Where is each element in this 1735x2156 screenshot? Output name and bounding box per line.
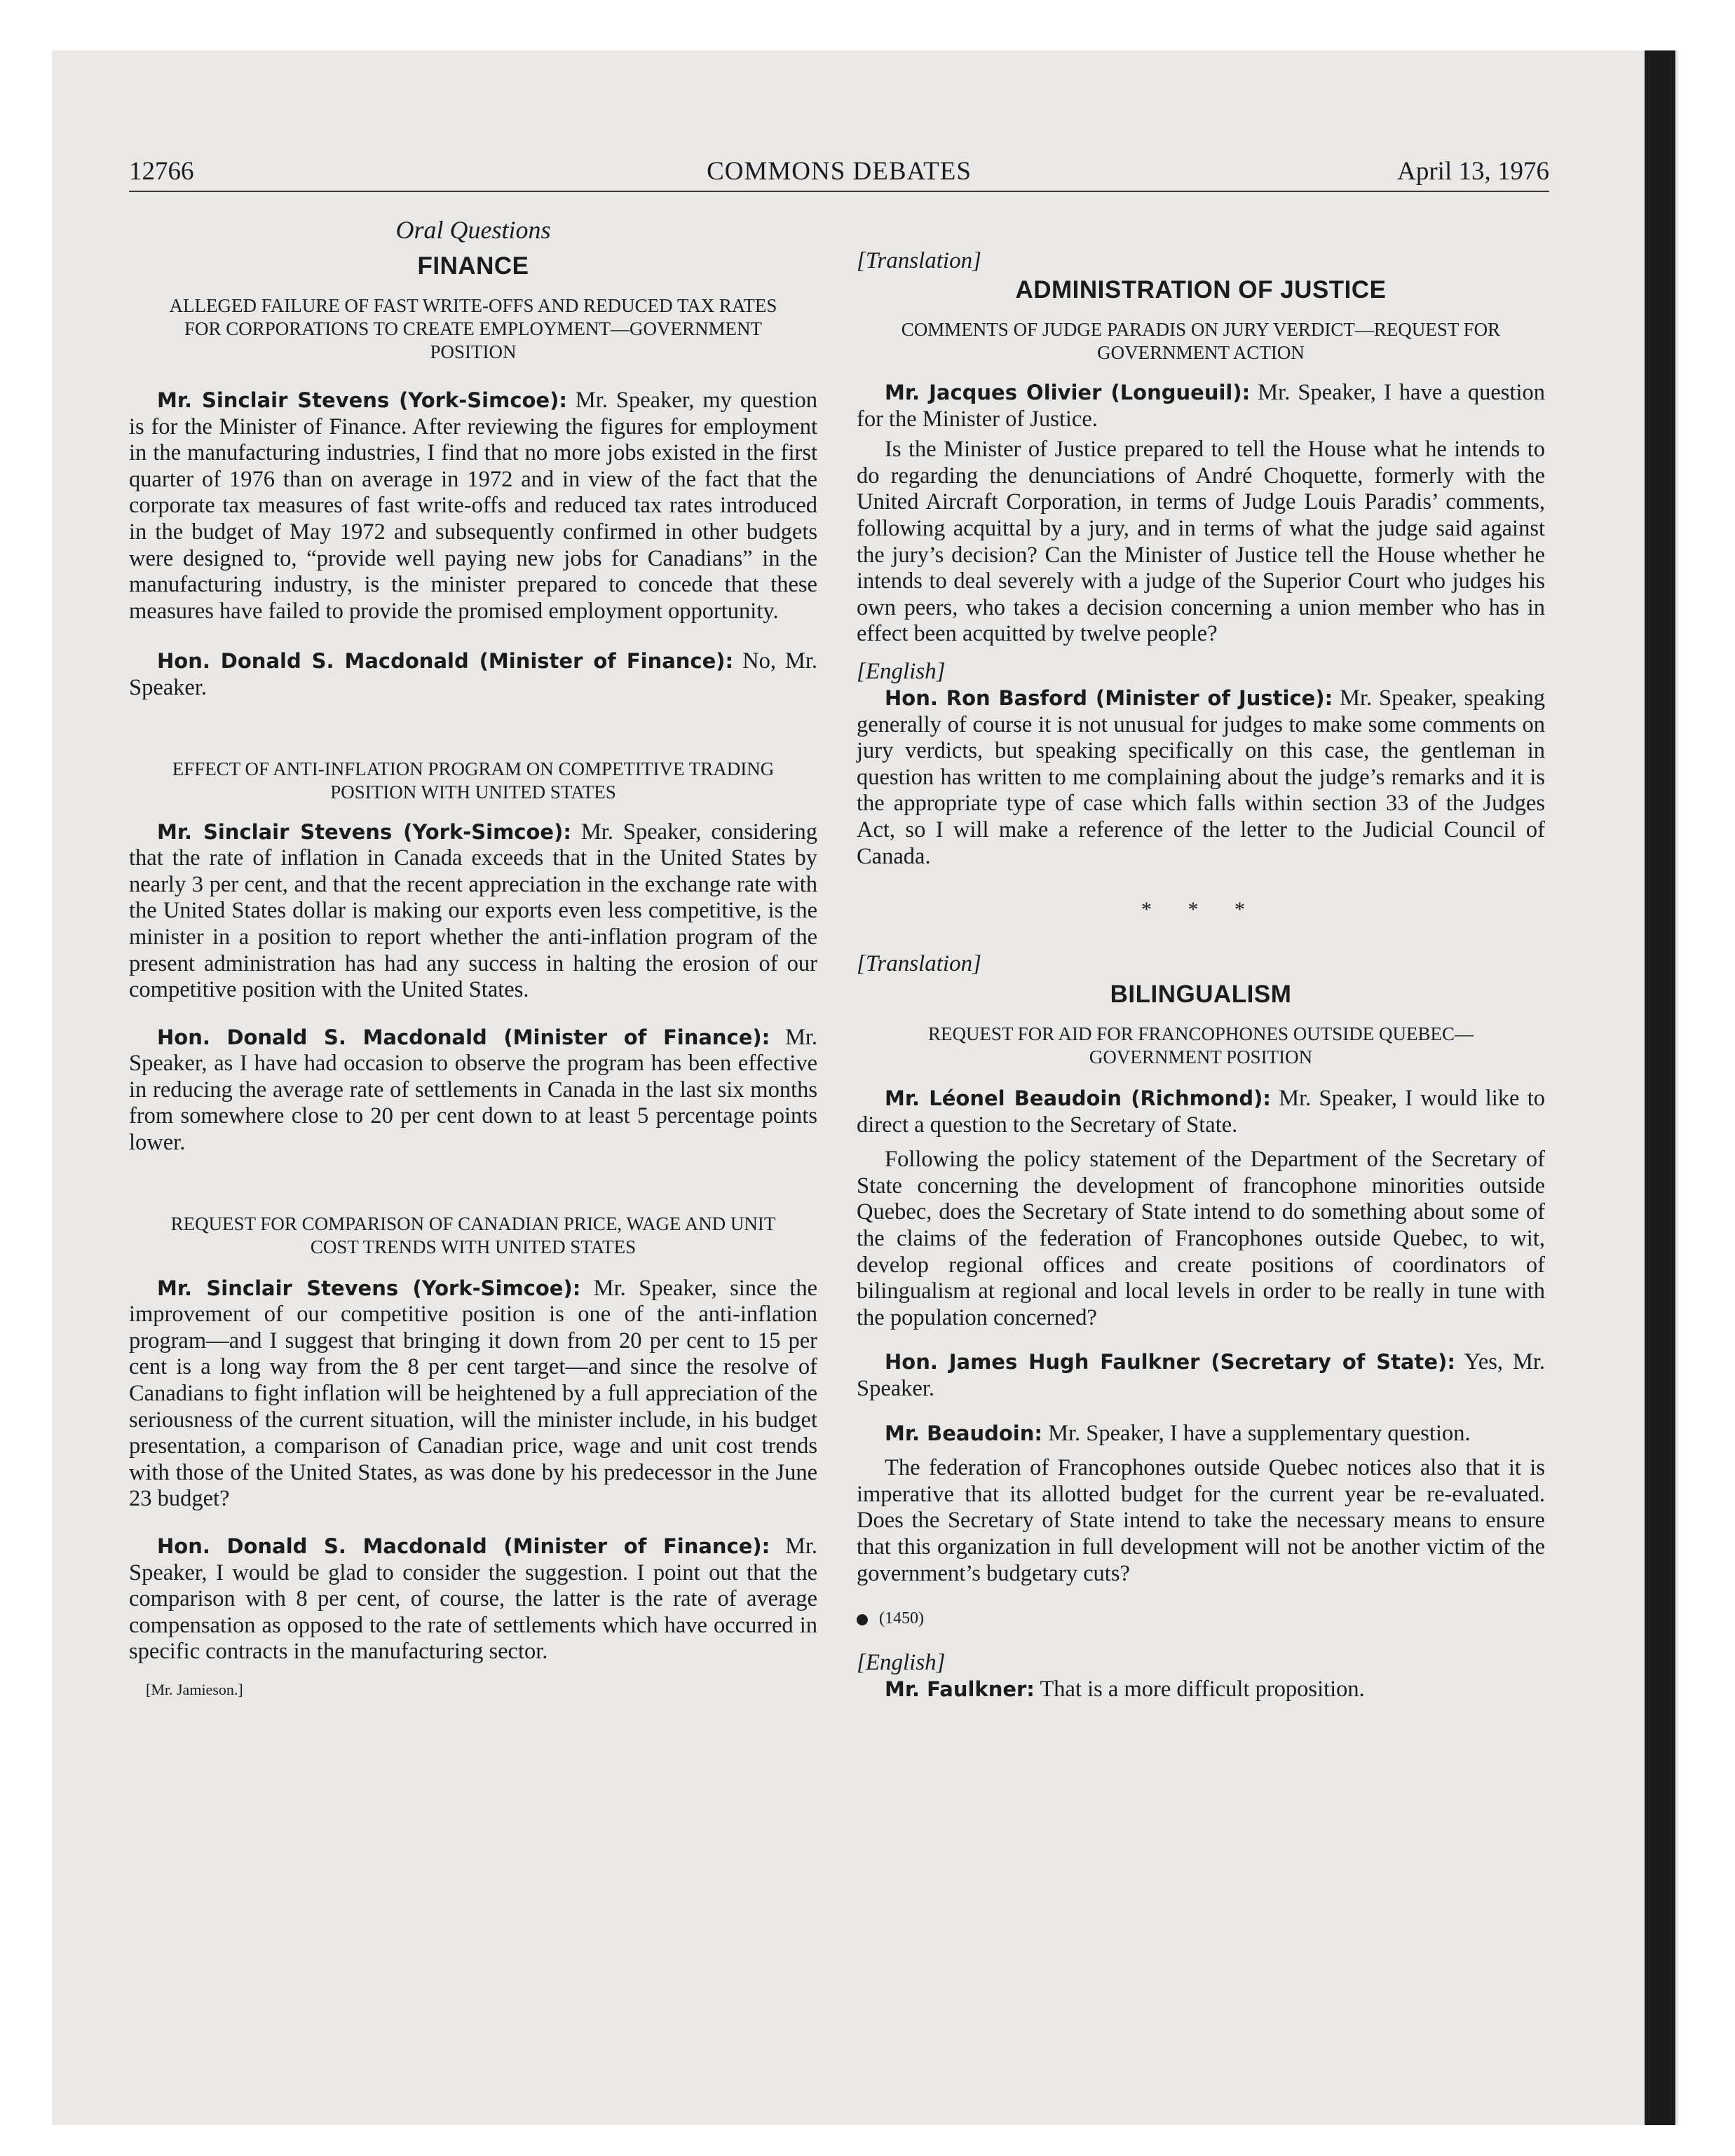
subheading: COMMENTS OF JUDGE PARADIS ON JURY VERDICT—REQUEST FOR GOVERNMENT ACTION <box>901 319 1501 363</box>
speaker-name: Hon. Donald S. Macdonald (Minister of Finance): <box>157 649 734 674</box>
paragraph: Following the policy statement of the Department of the Secretary of State concerning the development of francophone minorities outside Quebec, does the Secretary of State intend to do something about some of the claims of the federation of Francophones outside Quebec, to wit, develop regional offices and create positions of coordinators of bilingualism at regional and local levels in order to be really in tune with the population concerned? <box>857 1147 1545 1330</box>
speaker-name: Mr. Sinclair Stevens (York-Simcoe): <box>157 819 571 844</box>
speaker-name: Mr. Léonel Beaudoin (Richmond): <box>885 1086 1271 1111</box>
speaker-name: Hon. Donald S. Macdonald (Minister of Finance): <box>157 1025 770 1049</box>
paragraph-text: Mr. Speaker, I would be glad to consider the suggestion. I point out that the comparison with 8 per cent, of course, the latter is the rate of average compensation as opposed to the rate of settlements which have occurred in specific contracts in the manufacturing sector. <box>129 1534 817 1665</box>
subheading: REQUEST FOR AID FOR FRANCOPHONES OUTSIDE QUEBEC—GOVERNMENT POSITION <box>927 1023 1474 1068</box>
paragraph: Is the Minister of Justice prepared to tell the House what he intends to do regarding the denunciations of André Choquette, formerly with the United Aircraft Corporation, in terms of Judge Louis Paradis’ comments, following acquittal by a jury, and in terms of what the judge said against the jury’s decision? Can the Minister of Justice tell the House whether he intends to deal severely with a judge of the Superior Court who judges his own peers, who takes a decision concerning a union member who has in effect been acquitted by twelve people? <box>857 437 1545 647</box>
paragraph-text: Mr. Speaker, I have a question for the Minister of Justice. <box>857 380 1545 432</box>
paragraph <box>857 380 1545 432</box>
language-marker: [Translation] <box>857 951 981 977</box>
paragraph <box>857 1086 1545 1138</box>
section-label: Oral Questions <box>395 216 551 244</box>
language-marker: [English] <box>857 1650 946 1676</box>
paragraph <box>129 1276 817 1513</box>
speaker-name: Hon. Donald S. Macdonald (Minister of Finance): <box>157 1534 770 1558</box>
paragraph <box>857 1421 1545 1447</box>
bullet-icon <box>857 1614 868 1625</box>
paragraph <box>129 1025 817 1157</box>
language-marker: [Translation] <box>857 248 981 273</box>
speaker-name: Mr. Sinclair Stevens (York-Simcoe): <box>157 1276 581 1300</box>
speaker-name: Mr. Jacques Olivier (Longueuil): <box>885 381 1251 404</box>
language-marker: [English] <box>857 658 946 684</box>
section-heading-bilingualism: BILINGUALISM <box>1110 981 1292 1009</box>
footnote: [Mr. Jamieson.] <box>146 1680 243 1698</box>
publication-title: COMMONS DEBATES <box>707 157 972 186</box>
paragraph <box>129 1534 817 1665</box>
speaker-name: Hon. Ron Basford (Minister of Justice): <box>885 685 1333 710</box>
subheading: REQUEST FOR COMPARISON OF CANADIAN PRICE, WAGE AND UNIT COST TRENDS WITH UNITED STATES <box>170 1213 776 1257</box>
speaker-name: Mr. Beaudoin: <box>885 1421 1042 1445</box>
paragraph <box>129 388 817 625</box>
speaker-name: Hon. James Hugh Faulkner (Secretary of State): <box>885 1350 1455 1374</box>
left-column <box>129 210 817 1699</box>
paragraph-text: That is a more difficult proposition. <box>1034 1677 1365 1703</box>
paragraph-text: No, Mr. Speaker. <box>129 648 817 700</box>
subheading: ALLEGED FAILURE OF FAST WRITE-OFFS AND REDUCED TAX RATES FOR CORPORATIONS TO CREATE EMPLOYMENT—GOVERNMENT POSITION <box>169 295 777 362</box>
paragraph-text: Mr. Speaker, I would like to direct a question to the Secretary of State. <box>857 1086 1545 1138</box>
paragraph-text: Mr. Speaker, my question is for the Minister of Finance. After reviewing the figures for employment in the manufacturing industries, I find that no more jobs existed in the first quarter of 1976 than on average in 1972 and in view of the fact that the corporate tax measures of fast write-offs and reduced tax rates introduced in the budget of May 1972 and subsequently confirmed in other budgets were designed to, “provide well paying new jobs for Canadians” in the manufacturing industry, is the minister prepared to concede that these measures have failed to provide the promised employment opportunity. <box>129 388 817 624</box>
paragraph-text: Mr. Speaker, I have a supplementary question. <box>1042 1420 1471 1446</box>
timestamp <box>857 1608 1545 1629</box>
paragraph <box>129 648 817 701</box>
speaker-name: Mr. Faulkner: <box>885 1677 1035 1702</box>
paragraph-text: Mr. Speaker, considering that the rate of inflation in Canada exceeds that in the United States by nearly 3 per cent, and that the recent appreciation in the exchange rate with the United States dollar is making our exports even less competitive, is the minister in a position to report whether the anti-inflation program of the present administration has had any success in halting the erosion of our competitive position with the United States. <box>129 819 817 1003</box>
subheading: EFFECT OF ANTI-INFLATION PROGRAM ON COMPETITIVE TRADING POSITION WITH UNITED STATES <box>172 758 775 803</box>
paragraph: The federation of Francophones outside Quebec notices also that it is imperative that its allotted budget for the current year be re-evaluated. Does the Secretary of State intend to take the necessary means to ensure that this organization in full development will not be another victim of the government’s budgetary cuts? <box>857 1455 1545 1586</box>
right-column <box>857 210 1545 1703</box>
page-number: 12766 <box>129 157 194 186</box>
paragraph-text: Mr. Speaker, as I have had occasion to observe the program has been effective in reducing the average rate of settlements in Canada in the last six months from somewhere close to 20 per cent down to at least 5 percentage points lower. <box>129 1024 817 1156</box>
section-heading-justice: ADMINISTRATION OF JUSTICE <box>1015 276 1387 303</box>
speaker-name: Mr. Sinclair Stevens (York-Simcoe): <box>157 388 567 412</box>
paragraph-text: Mr. Speaker, speaking generally of course it is not unusual for judges to make some comments on jury verdicts, but speaking specifically on this case, the gentleman in question has written to me complaining about the judge’s remarks and it is the appropriate type of case which falls within section 33 of the Judges Act, so I will make a reference of the letter to the Judicial Council of Canada. <box>857 685 1545 869</box>
paragraph-text: Yes, Mr. Speaker. <box>857 1349 1545 1402</box>
paragraph <box>857 1349 1545 1402</box>
section-separator: * * * <box>1141 898 1260 922</box>
page-date: April 13, 1976 <box>1397 157 1549 186</box>
paragraph <box>857 1677 1545 1703</box>
page-header <box>129 156 1549 192</box>
paragraph <box>857 685 1545 870</box>
timestamp-text: (1450) <box>879 1609 924 1628</box>
paragraph-text: Mr. Speaker, since the improvement of our competitive position is one of the anti-inflation program—and I suggest that bringing it down from 20 per cent to 15 per cent is a long way from the 8 per cent target—and since the resolve of Canadians to fight inflation will be heightened by a full appreciation of the seriousness of the current situation, will the minister include, in his budget presentation, a comparison of Canadian price, wage and unit cost trends with those of the United States, as was done by his predecessor in the June 23 budget? <box>129 1275 818 1512</box>
paragraph <box>129 819 817 1004</box>
scan-edge-bar <box>1645 50 1675 2125</box>
section-heading-finance: FINANCE <box>417 252 529 280</box>
